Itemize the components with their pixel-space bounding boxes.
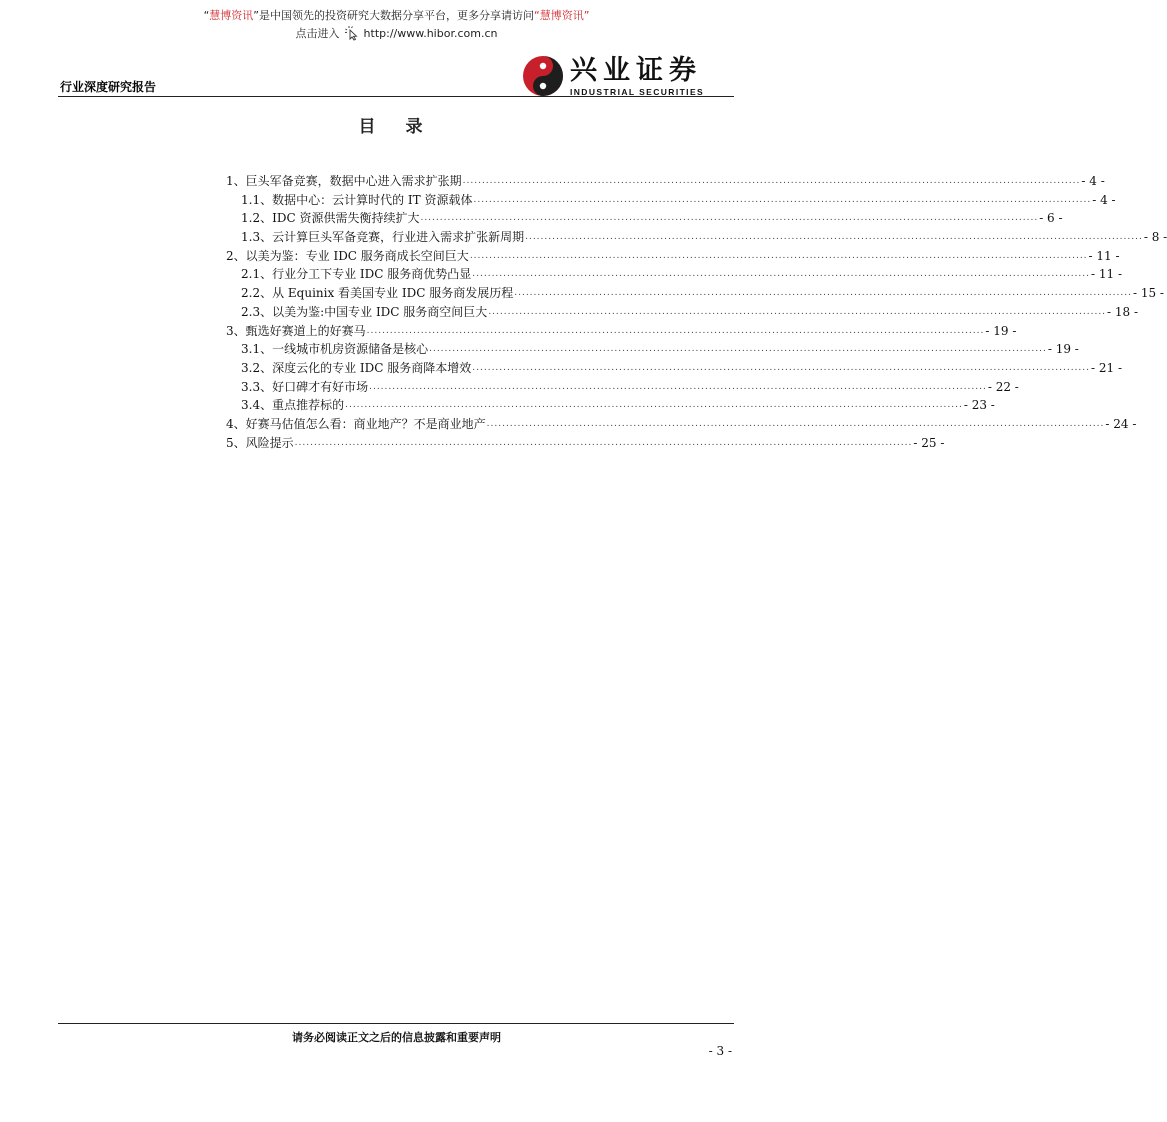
toc-dot-leader: ................................................................................................................................................................ <box>420 213 1039 224</box>
toc-dot-leader: ................................................................................................................................................................ <box>525 232 1143 243</box>
toc-entry-label[interactable]: 4、好赛马估值怎么看：商业地产？不是商业地产 <box>226 416 486 431</box>
toc-entry-label[interactable]: 1、巨头军备竞赛，数据中心进入需求扩张期 <box>226 174 462 188</box>
toc-entry[interactable] <box>226 340 1079 359</box>
toc-entry[interactable] <box>226 322 1017 341</box>
toc-entry[interactable] <box>226 303 1139 322</box>
toc-entry-page[interactable]: - 18 - <box>1107 304 1139 319</box>
toc-entry[interactable] <box>226 209 1063 228</box>
toc-entry-label[interactable]: 2.1、行业分工下专业 IDC 服务商优势凸显 <box>241 267 472 282</box>
toc-entry-page[interactable]: - 4 - <box>1092 192 1116 207</box>
toc-entry-label[interactable]: 1.2、IDC 资源供需失衡持续扩大 <box>241 211 420 226</box>
table-of-contents <box>226 172 1167 452</box>
logo-english-name: INDUSTRIAL SECURITIES <box>570 86 705 97</box>
banner-link-row[interactable] <box>0 25 793 41</box>
company-logo <box>522 53 732 99</box>
toc-entry-label[interactable]: 2.3、以美为鉴:中国专业 IDC 服务商空间巨大 <box>241 304 488 319</box>
toc-entry[interactable] <box>226 359 1123 378</box>
toc-dot-leader: ................................................................................................................................................................ <box>469 250 1088 261</box>
toc-entry[interactable] <box>226 191 1116 210</box>
toc-dot-leader: ................................................................................................................................................................ <box>514 288 1132 299</box>
toc-entry-label[interactable]: 3.1、一线城市机房资源储备是核心 <box>241 342 429 357</box>
toc-entry-page[interactable]: - 15 - <box>1132 286 1164 301</box>
banner-quote-close: ” <box>253 9 259 22</box>
logo-text-block <box>570 56 704 97</box>
toc-entry-page[interactable]: - 19 - <box>985 323 1017 338</box>
toc-dot-leader: ................................................................................................................................................................ <box>429 344 1047 355</box>
toc-entry-page[interactable]: - 24 - <box>1105 416 1137 431</box>
toc-dot-leader: ................................................................................................................................................................ <box>345 400 963 411</box>
toc-entry[interactable] <box>226 172 1105 191</box>
banner-brand2-link[interactable]: “慧博资讯” <box>534 9 590 22</box>
toc-entry-page[interactable]: - 19 - <box>1047 342 1079 357</box>
toc-entry[interactable] <box>226 415 1137 434</box>
toc-entry-page[interactable]: - 23 - <box>963 398 995 413</box>
banner-middle-text: 是中国领先的投资研究大数据分享平台，更多分享请访问 <box>259 9 534 22</box>
toc-title: 目 录 <box>358 117 435 137</box>
toc-entry-page[interactable]: - 11 - <box>1088 248 1120 263</box>
toc-dot-leader: ................................................................................................................................................................ <box>462 176 1081 186</box>
banner-url-link[interactable]: http://www.hibor.com.cn <box>363 26 498 40</box>
toc-dot-leader: ................................................................................................................................................................ <box>472 269 1090 280</box>
toc-entry-label[interactable]: 3.4、重点推荐标的 <box>241 398 345 413</box>
industrial-securities-logo-icon <box>522 55 564 97</box>
footer-disclaimer: 请务必阅读正文之后的信息披露和重要声明 <box>292 1031 501 1044</box>
header-divider <box>58 96 734 97</box>
toc-entry-page[interactable]: - 11 - <box>1091 267 1123 282</box>
toc-dot-leader: ................................................................................................................................................................ <box>472 362 1090 373</box>
toc-dot-leader: ................................................................................................................................................................ <box>473 194 1092 205</box>
toc-dot-leader: ................................................................................................................................................................ <box>486 418 1105 429</box>
toc-entry[interactable] <box>226 228 1167 247</box>
toc-entry[interactable] <box>226 265 1123 284</box>
toc-entry-page[interactable]: - 25 - <box>913 435 945 450</box>
banner-quote-open: “ <box>203 9 210 22</box>
toc-entry[interactable] <box>226 378 1019 397</box>
toc-dot-leader: ................................................................................................................................................................ <box>488 306 1107 317</box>
page-number: - 3 - <box>708 1044 732 1058</box>
toc-entry-label[interactable]: 2、以美为鉴：专业 IDC 服务商成长空间巨大 <box>226 248 469 263</box>
toc-entry-label[interactable]: 1.1、数据中心：云计算时代的 IT 资源载体 <box>241 192 473 207</box>
toc-entry-page[interactable]: - 8 - <box>1143 230 1167 245</box>
toc-entry-page[interactable]: - 4 - <box>1081 174 1105 188</box>
top-banner <box>0 7 793 23</box>
toc-entry-label[interactable]: 5、风险提示 <box>226 435 294 450</box>
toc-dot-leader: ................................................................................................................................................................ <box>366 325 985 336</box>
report-type-label: 行业深度研究报告 <box>60 80 157 94</box>
toc-entry[interactable] <box>226 434 945 453</box>
toc-entry-label[interactable]: 2.2、从 Equinix 看美国专业 IDC 服务商发展历程 <box>241 286 514 301</box>
logo-chinese-name: 兴业证券 <box>570 54 702 86</box>
toc-dot-leader: ................................................................................................................................................................ <box>369 381 987 392</box>
toc-entry-label[interactable]: 3.2、深度云化的专业 IDC 服务商降本增效 <box>241 360 472 375</box>
cursor-click-icon <box>344 25 360 41</box>
banner-click-label[interactable]: 点击进入 <box>295 27 340 40</box>
toc-entry-label[interactable]: 3.3、好口碑才有好市场 <box>241 379 369 394</box>
toc-entry[interactable] <box>226 396 995 415</box>
toc-entry-page[interactable]: - 21 - <box>1091 360 1123 375</box>
toc-entry[interactable] <box>226 284 1164 303</box>
toc-dot-leader: ................................................................................................................................................................ <box>294 437 913 448</box>
toc-entry[interactable] <box>226 247 1120 266</box>
footer-divider <box>58 1023 734 1024</box>
toc-entry-page[interactable]: - 6 - <box>1039 211 1063 226</box>
banner-brand-link[interactable]: 慧博资讯 <box>209 9 254 22</box>
toc-entry-page[interactable]: - 22 - <box>987 379 1019 394</box>
toc-entry-label[interactable]: 3、甄选好赛道上的好赛马 <box>226 323 366 338</box>
toc-entry-label[interactable]: 1.3、云计算巨头军备竞赛，行业进入需求扩张新周期 <box>241 230 525 245</box>
